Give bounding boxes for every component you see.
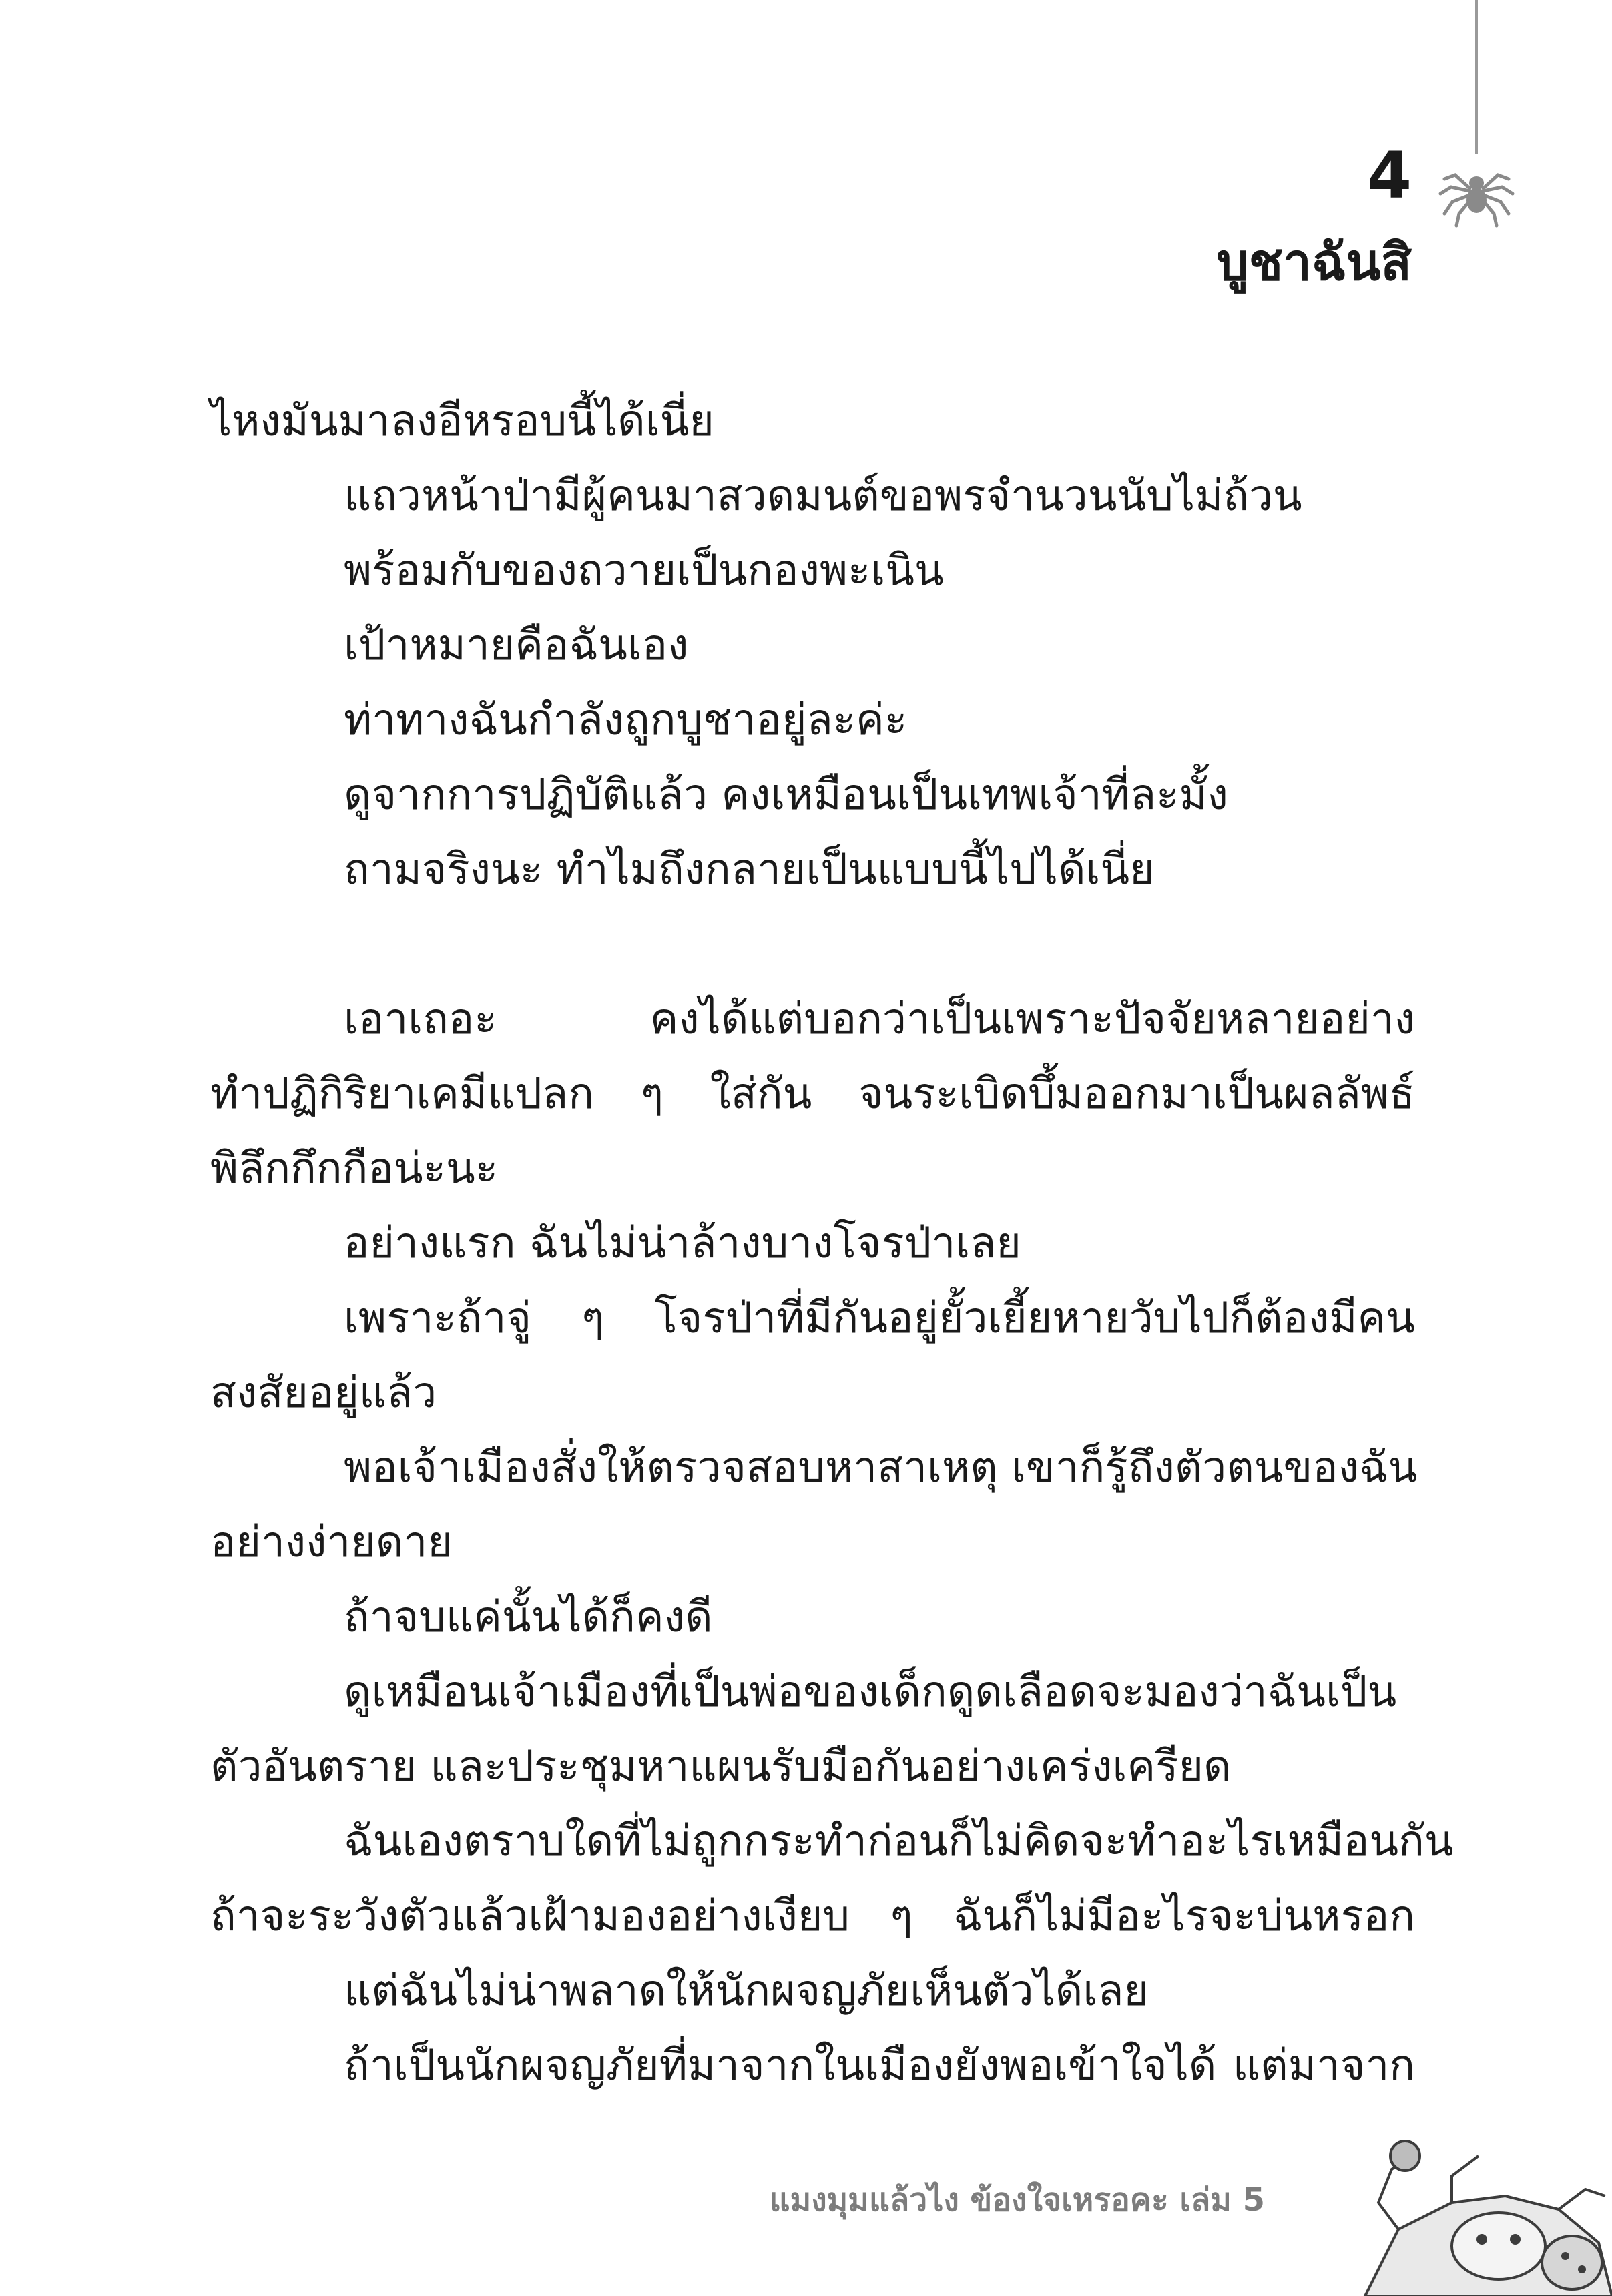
text-line: แต่ฉันไม่น่าพลาดให้นักผจญภัยเห็นตัวได้เลย (344, 1966, 1149, 2016)
spider-icon (1435, 148, 1518, 231)
chapter-number: 4 (1367, 138, 1412, 213)
text-line: ตัวอันตราย และประชุมหาแผนรับมือกันอย่างเคร่งเครียด (210, 1742, 1232, 1791)
chapter-title: บูชาฉันสิ (1216, 232, 1412, 292)
text-line: สงสัยอยู่แล้ว (210, 1368, 437, 1418)
text-line: แถวหน้าป่ามีผู้คนมาสวดมนต์ขอพรจำนวนนับไม่ถ้วน (344, 471, 1302, 521)
text-line: อย่างง่ายดาย (210, 1518, 453, 1567)
text-line: ดูจากการปฏิบัติแล้ว คงเหมือนเป็นเทพเจ้าที่ละมั้ง (344, 770, 1228, 820)
text-line: ถามจริงนะ ทำไมถึงกลายเป็นแบบนี้ไปได้เนี่ย (344, 845, 1155, 894)
text-line: ถ้าจะระวังตัวแล้วเฝ้ามองอย่างเงียบ ๆ ฉันก็ไม่มีอะไรจะบ่นหรอก (210, 1892, 1415, 1941)
text-line: พิลึกกึกกือน่ะนะ (210, 1144, 499, 1193)
text-line: ท่าทางฉันกำลังถูกบูชาอยู่ละค่ะ (344, 695, 908, 745)
footer-book-title: แมงมุมแล้วไง ข้องใจเหรอคะ เล่ม 5 (769, 2181, 1265, 2219)
text-line: ถ้าเป็นนักผจญภัยที่มาจากในเมืองยังพอเข้าใจได้ แต่มาจาก (344, 2041, 1415, 2090)
text-line: ฉันเองตราบใดที่ไม่ถูกกระทำก่อนก็ไม่คิดจะทำอะไรเหมือนกัน (344, 1817, 1454, 1866)
text-line: ไหงมันมาลงอีหรอบนี้ได้เนี่ย (210, 396, 714, 446)
text-line: ถ้าจบแค่นั้นได้ก็คงดี (344, 1593, 713, 1642)
spider-mascot-illustration (1352, 2129, 1612, 2296)
text-line: พอเจ้าเมืองสั่งให้ตรวจสอบหาสาเหตุ เขาก็รู้ถึงตัวตนของฉัน (344, 1443, 1418, 1492)
section-break (210, 907, 1415, 982)
text-line: ดูเหมือนเจ้าเมืองที่เป็นพ่อของเด็กดูดเลือดจะมองว่าฉันเป็น (344, 1667, 1397, 1717)
spider-thread (1475, 0, 1478, 154)
text-line: เอาเถอะ คงได้แต่บอกว่าเป็นเพราะปัจจัยหลายอย่าง (344, 994, 1415, 1044)
chapter-body (210, 384, 1454, 2103)
text-line: อย่างแรก ฉันไม่น่าล้างบางโจรป่าเลย (344, 1219, 1021, 1268)
text-line: เป้าหมายคือฉันเอง (344, 621, 689, 670)
text-line: เพราะถ้าจู่ ๆ โจรป่าที่มีกันอยู่ยั้วเยี้ยหายวับไปก็ต้องมีคน (344, 1294, 1415, 1343)
text-line: ทำปฏิกิริยาเคมีแปลก ๆ ใส่กัน จนระเบิดบึ้มออกมาเป็นผลลัพธ์ (210, 1069, 1415, 1119)
text-line: พร้อมกับของถวายเป็นกองพะเนิน (344, 546, 944, 595)
